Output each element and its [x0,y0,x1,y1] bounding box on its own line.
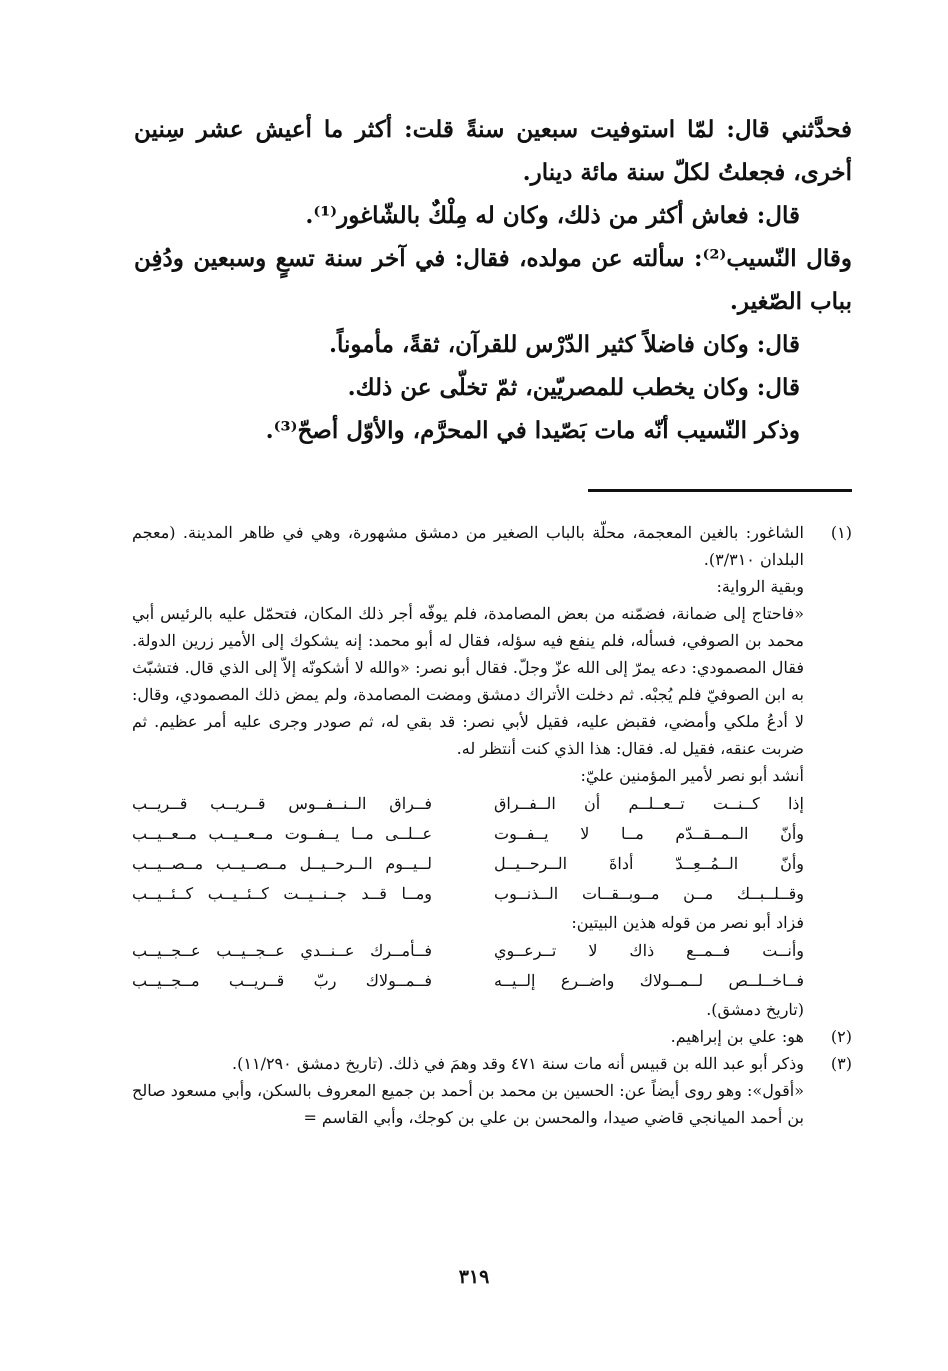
verse-line [132,789,804,819]
verse-second-hemistich: عــلــى مــا يــفــوت مــعــيــب مــعــيــب [132,824,432,843]
verse-first-hemistich: وأنّ الــمــقــدّم مــا لا يــفــوت [494,824,804,843]
footnote-paragraph: وذكر أبو عبد الله بن قبيس أنه مات سنة ٤٧١ وقد وهمَ في ذلك. (تاريخ دمشق ١١/٢٩٠). [232,1054,804,1073]
verse-line [132,879,804,909]
footnote-paragraph: الشاغور: بالغين المعجمة، محلّة بالباب الصغير من دمشق مشهورة، وهي في ظاهر المدينة. (معجم البلدان ٣/٣١٠). [132,523,804,569]
footnote-number: (٢) [830,1027,852,1046]
main-line-6: وذكر النّسيب أنّه مات بَصّيدا في المحرَّم، والأوّل أصحّ⁽³⁾. [265,417,800,444]
footnote-paragraph: «فاحتاج إلى ضمانة، فضمّنه من بعض المصامدة، فلم يوفّه أجر ذلك المكان، فتحمّل عليه بالرئيس أبي محمد بن الصوفي، فسأله، فلم ينفع فيه سؤله، فقال له أبو محمد: إنه يشكوك إلى الأمير زرين الدولة. فقال المصمودي: دعه يمرّ إلى الله عزّ وجلّ. فقال أبو نصر: «والله لا أشكونّه إلاّ إلى الذي قال. فتشبّث به ابن الصوفيّ فلم يُجبْه. ثم دخلت الأتراك دمشق ومضت المصامدة، ولم يمض ذلك المصمودي، وقال: لا أدعُ ملكي وأمضي، فقبض عليه، فقيل لأبي نصر: قد بقي له، ثم صودر وجرى عليه أمر عظيم. ثم ضربت عنقه، فقيل له. فقال: هذا الذي كنت أنتظر له. [132,604,805,758]
main-line-2: قال: فعاش أكثر من ذلك، وكان له مِلْكٌ بالشّاغور⁽¹⁾. [305,202,800,229]
verse-second-hemistich: فــراق الــنــفــوس قــريــب قــريــب [132,794,432,813]
main-line-3: وقال النّسيب⁽²⁾: سألته عن مولده، فقال: في آخر سنة تسعٍ وسبعين ودُفِن بباب الصّغير. [134,245,852,315]
main-text [134,108,852,452]
footnote-paragraph: هو: علي بن إبراهيم. [670,1027,804,1046]
verse-first-hemistich: وقــلــبــك مــن مــوبــقــات الــذنــوب [494,884,804,903]
verse-line [132,819,804,849]
poem-verses [132,789,804,909]
verse-line [132,966,804,996]
footnote-paragraph: أنشد أبو نصر لأمير المؤمنين عليّ: [580,766,804,785]
footnote-2 [132,1023,852,1050]
footnote-paragraph: (تاريخ دمشق). [706,1000,804,1019]
main-line-4: قال: وكان فاضلاً كثير الدّرْس للقرآن، ثقةً، مأموناً. [328,331,800,358]
footnote-separator [588,489,852,492]
verse-second-hemistich: فــمــولاك ربّ قــريــب مــجــيــب [132,971,432,990]
footnote-number: (١) [830,523,852,542]
main-line-1: فحدَّثني قال: لمّا استوفيت سبعين سنةً قلت: أكثر ما أعيش عشر سِنين أخرى، فجعلتُ لكلّ سنة مائة دينار. [134,116,852,186]
verse-first-hemistich: وأنــت فــمــع ذاك لا تــرعــوي [494,941,804,960]
footnote-paragraph: «أقول»: وهو روى أيضاً عن: الحسين بن محمد بن أحمد بن جميع المعروف بالسكن، وأبي مسعود صالح بن أحمد الميانجي قاضي صيدا، والمحسن بن علي بن كوجك، وأبي القاسم = [132,1081,804,1127]
footnote-body [132,1050,804,1131]
footnote-1 [132,519,852,1023]
verse-second-hemistich: فــأمــرك عــنــدي عــجــيــب عــجــيــب [132,941,432,960]
footnote-paragraph: فزاد أبو نصر من قوله هذين البيتين: [571,913,804,932]
verse-first-hemistich: وأنّ الــمُــعِــدّ أداةَ الــرحــيــل [494,854,804,873]
verse-second-hemistich: لــيــوم الــرحــيــل مــصــيــب مــصــيــب [132,854,432,873]
footnote-paragraph: وبقية الرواية: [716,577,804,596]
footnote-number: (٣) [830,1054,852,1073]
footnote-body [132,519,804,1023]
page-number: ٣١٩ [458,1266,490,1288]
main-line-5: قال: وكان يخطب للمصريّين، ثمّ تخلّى عن ذلك. [347,374,800,401]
verse-line [132,849,804,879]
verse-line [132,936,804,966]
footnotes [132,519,852,1131]
footnote-3 [132,1050,852,1131]
poem-verses [132,936,804,996]
verse-first-hemistich: فــاخــلــص لــمــولاك واضــرع إلــيــه [494,971,804,990]
footnote-body [132,1023,804,1050]
verse-second-hemistich: ومــا قــد جــنــيــت كــئــيــب كــئــيــب [132,884,432,903]
verse-first-hemistich: إذا كــنــت تــعــلــم أن الــفــراق [494,794,804,813]
